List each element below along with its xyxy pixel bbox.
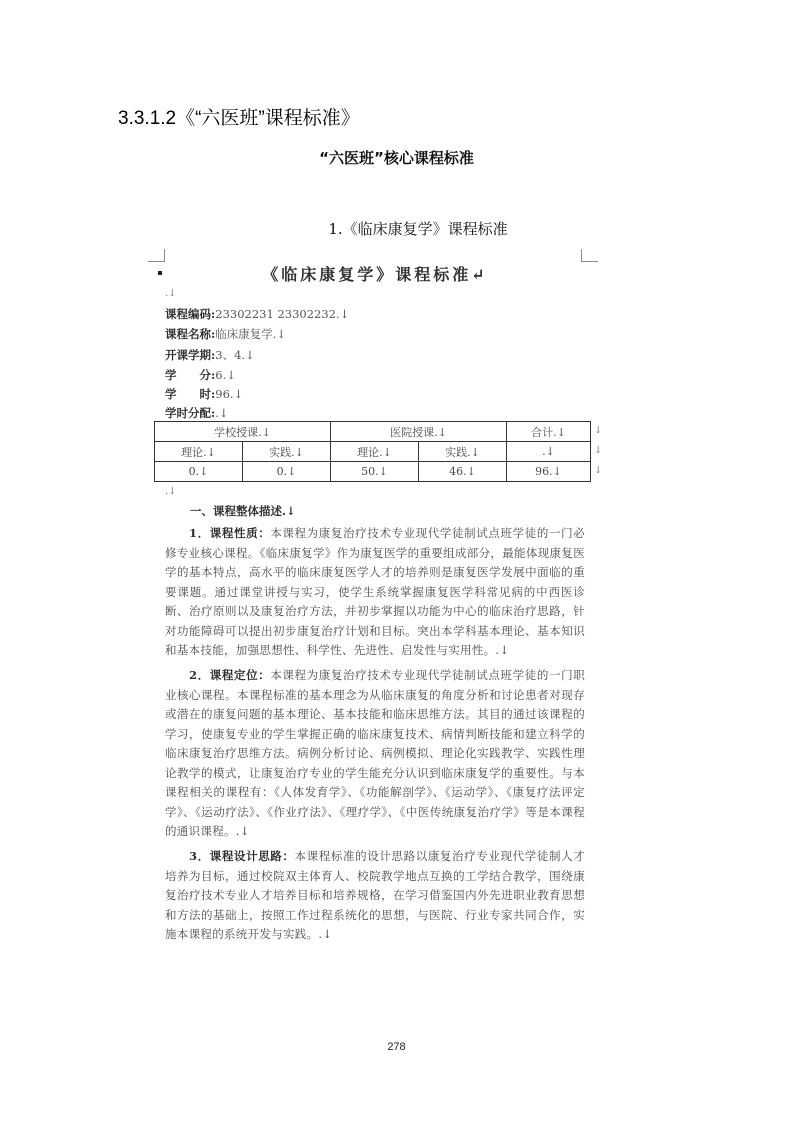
info-label: 学 时: <box>165 387 216 401</box>
info-row-semester <box>165 347 255 363</box>
table-cell: 实践.↓ <box>243 442 331 462</box>
info-row-code <box>165 306 349 322</box>
row-mark: ↓ <box>594 465 603 476</box>
table-row <box>155 462 591 482</box>
info-row-credits <box>165 367 236 383</box>
paragraph-nature <box>165 524 585 661</box>
info-label: 学时分配: <box>165 406 216 420</box>
section-one-heading: 一、课程整体描述.↓ <box>190 504 296 518</box>
table-header-school: 学校授课.↓ <box>155 422 331 442</box>
info-row-hours <box>165 386 243 402</box>
table-row <box>155 422 591 442</box>
info-label: 课程编码: <box>165 307 216 321</box>
info-label: 学 分: <box>165 368 216 382</box>
scanned-document <box>150 258 603 958</box>
table-cell: 0.↓ <box>155 462 243 482</box>
table-cell: 实践.↓ <box>419 442 507 462</box>
info-row-name <box>165 326 286 342</box>
table-header-total: 合计.↓ <box>507 422 591 442</box>
info-label: 开课学期: <box>165 348 216 362</box>
section-heading: 3.3.1.2《“六医班”课程标准》 <box>118 108 360 129</box>
info-value: 3、4.↓ <box>215 348 255 362</box>
info-label: 课程名称: <box>165 327 216 341</box>
table-cell: 96.↓ <box>507 462 591 482</box>
paragraph-mark: .↓ <box>165 486 177 497</box>
info-value: 96.↓ <box>215 387 244 401</box>
table-row <box>155 442 591 462</box>
hours-table <box>154 421 591 482</box>
paragraph-text: 本课程为康复治疗技术专业现代学徒制试点班学徒的一门职业核心课程。本课程标准的基本理念为从临床康复的角度分析和讨论患者对现存或潜在的康复问题的基本理论、基本技能和临床思维方法。其目的通过该课程的学习，使康复专业的学生掌握正确的临床康复技术、病情判断技能和建立科学的临床康复治疗思维方法。病例分析讨论、病例模拟、理论化实践教学、实践性理论教学的模式，让康复治疗专业的学生能充分认识到临床康复学的重要性。与本课程相关的课程有：《人体发育学》、《功能解剖学》、《运动学》、《康复疗法评定学》、《运动疗法》、《作业疗法》、《理疗学》、《中医传统康复治疗学》等是本课程的通识课程。.↓ <box>165 668 585 838</box>
paragraph-design <box>165 847 585 945</box>
info-row-allocation <box>165 405 229 421</box>
table-header-hospital: 医院授课.↓ <box>331 422 507 442</box>
table-cell: 46.↓ <box>419 462 507 482</box>
scan-title: 《临床康复学》课程标准↵ <box>262 265 488 284</box>
info-value: 23302231 23302232.↓ <box>215 307 350 321</box>
paragraph-text: 本课程标准的设计思路以康复治疗专业现代学徒制人才培养为目标，通过校院双主体育人、校院教学地点互换的工学结合教学，围绕康复治疗技术专业人才培养目标和培养规格，在学习借鉴国内外先进职业教育思想和方法的基础上，按照工作过程系统化的思想，与医院、行业专家共同合作，实施本课程的系统开发与实践。.↓ <box>165 849 585 941</box>
row-mark: ↓ <box>594 445 603 456</box>
paragraph-label: 3．课程设计思路： <box>189 849 295 863</box>
table-cell: 50.↓ <box>331 462 419 482</box>
info-value: 6.↓ <box>215 368 236 382</box>
sub-heading: 1.《临床康复学》课程标准 <box>328 220 508 238</box>
table-cell: .↓ <box>507 442 591 462</box>
table-cell: 理论.↓ <box>155 442 243 462</box>
table-cell: 0.↓ <box>243 462 331 482</box>
row-mark: ↓ <box>594 425 603 436</box>
paragraph-mark: .↓ <box>165 288 177 299</box>
paragraph-label: 2．课程定位： <box>189 668 271 682</box>
paragraph-text: 本课程为康复治疗技术专业现代学徒制试点班学徒的一门必修专业核心课程。《临床康复学》作为康复医学的重要组成部分，最能体现康复医学的基本特点，高水平的临床康复医学人才的培养则是康复医学发展中面临的重要课题。通过课堂讲授与实习，使学生系统掌握康复医学科常见病的中西医诊断、治疗原则以及康复治疗方法，并初步掌握以功能为中心的临床治疗思路，针对功能障碍可以提出初步康复治疗计划和目标。突出本学科基本理论、基本知识和基本技能，加强思想性、科学性、先进性、启发性与实用性。.↓ <box>165 526 585 657</box>
paragraph-label: 1．课程性质： <box>189 526 271 540</box>
center-heading: “六医班”核心课程标准 <box>319 149 474 167</box>
page-number: 278 <box>387 1041 406 1053</box>
info-value: .↓ <box>215 406 229 420</box>
paragraph-position <box>165 666 585 842</box>
table-cell: 理论.↓ <box>331 442 419 462</box>
info-value: 临床康复学.↓ <box>215 327 287 341</box>
